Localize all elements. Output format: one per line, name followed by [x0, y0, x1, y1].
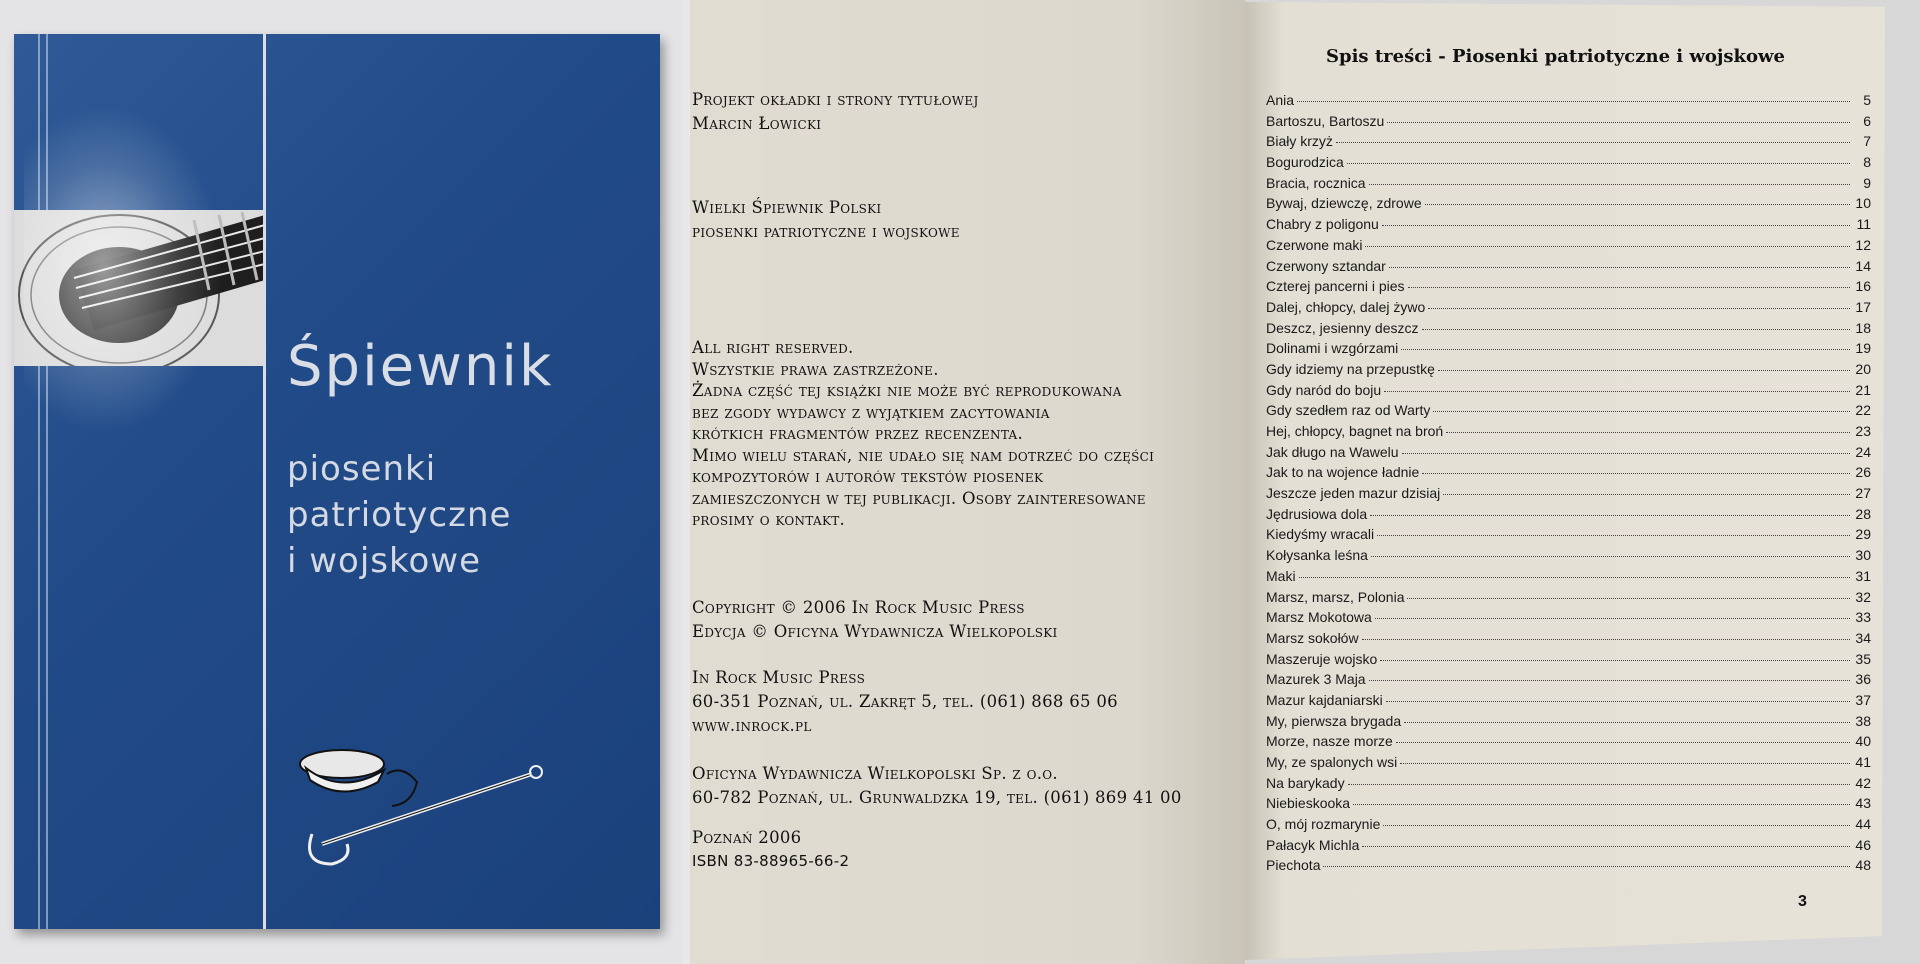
dot-leader — [1375, 618, 1850, 619]
toc-entry-page: 12 — [1855, 236, 1871, 253]
toc-entry-page: 28 — [1855, 505, 1871, 522]
toc-entry-title: Bracia, rocznica — [1266, 174, 1366, 191]
dot-leader — [1353, 804, 1850, 805]
cover-photo — [0, 0, 682, 964]
toc-entry — [1266, 216, 1871, 237]
colophon-page — [690, 0, 1245, 964]
dot-leader — [1407, 598, 1850, 599]
toc-entry-page: 21 — [1855, 381, 1871, 398]
toc-entry-title: Mazur kajdaniarski — [1266, 691, 1383, 708]
toc-entry-title: Ania — [1266, 92, 1295, 108]
isbn — [692, 849, 849, 873]
toc-entry — [1266, 175, 1871, 196]
toc-entry — [1266, 754, 1871, 775]
toc-entry-title: Gdy naród do boju — [1266, 381, 1382, 398]
toc-entry-title: Czterej pancerni i pies — [1266, 278, 1405, 295]
toc-entry-title: Marsz, marsz, Polonia — [1266, 588, 1405, 605]
toc-entry-page: 6 — [1863, 112, 1871, 129]
text-line: www.inrock.pl — [692, 716, 812, 735]
text-line: ISBN 83-88965-66-2 — [692, 852, 850, 870]
toc-entry-title: Na barykady — [1266, 774, 1345, 791]
toc-entry — [1266, 651, 1871, 672]
toc-entry-title: Pałacyk Michla — [1266, 836, 1360, 853]
dot-leader — [1389, 267, 1850, 268]
text-line: Mimo wielu starań, nie udało się nam dotrzeć do części — [692, 445, 1155, 465]
copyright — [692, 596, 1058, 644]
spine-line — [46, 34, 48, 929]
dot-leader — [1386, 701, 1850, 702]
toc-entry-title: Niebieskooka — [1266, 795, 1351, 812]
dot-leader — [1369, 680, 1850, 681]
dot-leader — [1370, 515, 1850, 516]
toc-entry — [1266, 464, 1871, 485]
toc-entry-page: 23 — [1855, 423, 1871, 439]
toc-entry-title: Biały krzyż — [1266, 133, 1333, 150]
toc-entry-page: 30 — [1855, 547, 1871, 564]
spine-line — [38, 34, 40, 929]
toc-entry-page: 33 — [1855, 609, 1871, 626]
toc-entry — [1266, 568, 1871, 589]
toc-entry-page: 19 — [1855, 340, 1871, 357]
toc-entry-page: 44 — [1855, 816, 1871, 833]
toc-entry — [1266, 361, 1871, 382]
dot-leader — [1404, 722, 1850, 723]
toc-entry — [1266, 713, 1871, 734]
text-line: Edycja © Oficyna Wydawnicza Wielkopolski — [692, 622, 1058, 641]
toc-entry — [1266, 444, 1871, 465]
text-line: Poznań 2006 — [692, 828, 802, 847]
dot-leader — [1402, 453, 1850, 454]
toc-entry-title: Piechota — [1266, 857, 1321, 874]
toc-entry — [1266, 113, 1871, 134]
text-line: bez zgody wydawcy z wyjątkiem zacytowania — [692, 402, 1050, 422]
toc-entry-page: 9 — [1863, 174, 1871, 191]
dot-leader — [1387, 122, 1850, 123]
toc-entry-page: 43 — [1855, 795, 1871, 812]
toc-entry-page: 17 — [1855, 298, 1871, 315]
toc-entry-page: 42 — [1855, 774, 1871, 791]
toc-entry — [1266, 195, 1871, 216]
toc-entry — [1266, 630, 1871, 651]
toc-entry-title: Jak długo na Wawelu — [1266, 443, 1399, 460]
toc-entry-title: Czerwony sztandar — [1266, 257, 1386, 274]
toc-entry — [1266, 133, 1871, 154]
dot-leader — [1396, 742, 1850, 743]
soldier-cap-illustration — [292, 734, 562, 884]
series-title — [692, 196, 960, 244]
text-line: prosimy o kontakt. — [692, 510, 846, 529]
dot-leader — [1365, 246, 1850, 247]
toc-entry-page: 20 — [1855, 360, 1871, 377]
text-line: 60-351 Poznań, ul. Zakręt 5, tel. (061) 868 65 06 — [692, 692, 1118, 711]
toc-entry-title: Dalej, chłopcy, dalej żywo — [1266, 298, 1426, 315]
toc-entry-title: Bogurodzica — [1266, 154, 1344, 171]
text-line: Wszystkie prawa zastrzeżone. — [692, 359, 939, 379]
dot-leader — [1425, 204, 1850, 205]
guitar-band — [14, 210, 265, 366]
toc-entry — [1266, 278, 1871, 299]
dot-leader — [1382, 225, 1850, 226]
toc-entry-page: 37 — [1855, 691, 1871, 708]
toc-entry-page: 22 — [1855, 402, 1871, 419]
toc-entry-page: 48 — [1855, 857, 1871, 874]
toc-entry-title: Marsz Mokotowa — [1266, 609, 1372, 626]
toc-entry — [1266, 816, 1871, 837]
dot-leader — [1347, 163, 1850, 164]
dot-leader — [1443, 494, 1850, 495]
dot-leader — [1433, 411, 1850, 412]
place-year — [692, 826, 801, 850]
publisher-2 — [692, 762, 1182, 810]
toc-entry-page: 36 — [1855, 671, 1871, 688]
toc-entry-title: My, pierwsza brygada — [1266, 712, 1402, 729]
toc-entry-page: 29 — [1855, 526, 1871, 543]
toc-entry-title: Morze, nasze morze — [1266, 733, 1393, 750]
toc-entry-page: 10 — [1855, 195, 1871, 212]
toc-entry — [1266, 154, 1871, 175]
text-line: In Rock Music Press — [692, 668, 866, 687]
dot-leader — [1400, 763, 1850, 764]
toc-entry-title: Dolinami i wzgórzami — [1266, 340, 1399, 357]
toc-entry-page: 46 — [1855, 836, 1871, 853]
toc-entry-title: Maki — [1266, 567, 1296, 584]
toc-entry-title: Jędrusiowa dola — [1266, 505, 1368, 522]
toc-entry — [1266, 485, 1871, 506]
toc-entry-title: Bartoszu, Bartoszu — [1266, 112, 1385, 129]
text-line: Projekt okładki i strony tytułowej — [692, 90, 979, 109]
toc-entry-page: 26 — [1855, 464, 1871, 481]
dot-leader — [1422, 473, 1850, 474]
toc-entry-page: 34 — [1855, 629, 1871, 646]
toc-entry — [1266, 692, 1871, 713]
text-line: Żadna część tej książki nie może być reprodukowana — [692, 381, 1122, 400]
toc-entry-page: 5 — [1863, 92, 1871, 108]
toc-entry-title: Marsz sokołów — [1266, 629, 1359, 646]
toc-entry-title: Kiedyśmy wracali — [1266, 526, 1375, 543]
page-number: 3 — [1798, 893, 1807, 910]
toc-entry-page: 27 — [1855, 485, 1871, 502]
toc-entry-title: Mazurek 3 Maja — [1266, 671, 1366, 688]
text-line: Oficyna Wydawnicza Wielkopolski Sp. z o.o. — [692, 764, 1058, 783]
toc-entry — [1266, 775, 1871, 796]
dot-leader — [1383, 825, 1850, 826]
toc-entry-title: Deszcz, jesienny deszcz — [1266, 319, 1419, 336]
toc-entry-title: Chabry z poligonu — [1266, 216, 1379, 233]
toc-entry-page: 16 — [1855, 278, 1871, 295]
toc-entry-title: O, mój rozmarynie — [1266, 816, 1381, 833]
toc-entry — [1266, 857, 1871, 878]
toc-entry-title: Kołysanka leśna — [1266, 547, 1368, 564]
toc-entry-title: Czerwone maki — [1266, 236, 1363, 253]
toc-entry-page: 7 — [1863, 133, 1871, 150]
toc-entry — [1266, 609, 1871, 630]
cover-subtitle — [287, 446, 647, 584]
toc-entry — [1266, 320, 1871, 341]
cover-title: Śpiewnik — [287, 334, 554, 399]
toc-entry-title: My, ze spalonych wsi — [1266, 754, 1398, 770]
toc-entry — [1266, 382, 1871, 403]
toc-entry-title: Gdy idziemy na przepustkę — [1266, 360, 1435, 377]
toc-entry-title: Maszeruje wojsko — [1266, 650, 1378, 667]
toc-entry-title: Jeszcze jeden mazur dzisiaj — [1266, 485, 1441, 502]
toc-entry — [1266, 423, 1871, 444]
dot-leader — [1362, 639, 1850, 640]
toc-entry-page: 8 — [1863, 154, 1871, 171]
dot-leader — [1384, 391, 1850, 392]
toc-entry — [1266, 795, 1871, 816]
toc-entry — [1266, 402, 1871, 423]
dot-leader — [1348, 784, 1850, 785]
toc-entry — [1266, 92, 1871, 113]
toc-entry-page: 40 — [1855, 733, 1871, 750]
text-line: piosenki patriotyczne i wojskowe — [692, 222, 960, 241]
dot-leader — [1408, 287, 1850, 288]
toc-entry-page: 41 — [1855, 754, 1871, 770]
rights-notice — [692, 337, 1154, 531]
toc-entry-title: Hej, chłopcy, bagnet na broń — [1266, 423, 1444, 439]
text-line: All right reserved. — [692, 338, 854, 357]
text-line: zamieszczonych w tej publikacji. Osoby zainteresowane — [692, 488, 1146, 508]
dot-leader — [1438, 370, 1850, 371]
dot-leader — [1371, 556, 1850, 557]
toc-list — [1266, 92, 1871, 878]
cover-subtitle-line: patriotyczne — [287, 495, 512, 535]
text-line: Marcin Łowicki — [692, 114, 822, 133]
toc-entry-page: 18 — [1855, 319, 1871, 336]
toc-entry-page: 38 — [1855, 712, 1871, 729]
toc-heading: Spis treści - Piosenki patriotyczne i wojskowe — [1326, 46, 1785, 67]
open-book-photo — [690, 0, 1920, 964]
dot-leader — [1323, 866, 1850, 867]
dot-leader — [1422, 329, 1850, 330]
toc-entry — [1266, 837, 1871, 858]
toc-entry — [1266, 733, 1871, 754]
toc-entry-page: 32 — [1855, 588, 1871, 605]
toc-entry — [1266, 299, 1871, 320]
dot-leader — [1362, 846, 1850, 847]
design-credit — [692, 88, 979, 136]
toc-entry-title: Jak to na wojence ładnie — [1266, 464, 1420, 481]
toc-entry — [1266, 589, 1871, 610]
toc-entry-page: 24 — [1855, 443, 1871, 460]
toc-entry — [1266, 237, 1871, 258]
guitar-illustration — [14, 210, 265, 366]
text-line: kompozytorów i autorów tekstów piosenek — [692, 467, 1044, 486]
dot-leader — [1446, 432, 1850, 433]
dot-leader — [1369, 184, 1850, 185]
dot-leader — [1401, 349, 1850, 350]
toc-entry — [1266, 526, 1871, 547]
cover-divider — [263, 34, 266, 929]
toc-entry-page: 35 — [1855, 650, 1871, 667]
dot-leader — [1336, 142, 1850, 143]
book-cover — [14, 34, 660, 929]
toc-entry-page: 31 — [1855, 567, 1871, 584]
text-line: krótkich fragmentów przez recenzenta. — [692, 424, 1024, 443]
cover-subtitle-line: piosenki — [287, 449, 437, 489]
dot-leader — [1377, 535, 1850, 536]
dot-leader — [1428, 308, 1850, 309]
dot-leader — [1299, 577, 1850, 578]
toc-entry — [1266, 547, 1871, 568]
text-line: Copyright © 2006 In Rock Music Press — [692, 598, 1025, 617]
toc-entry — [1266, 340, 1871, 361]
text-line: 60-782 Poznań, ul. Grunwaldzka 19, tel. (061) 869 41 00 — [692, 788, 1182, 807]
publisher-1 — [692, 666, 1118, 738]
toc-entry — [1266, 671, 1871, 692]
cover-subtitle-line: i wojskowe — [287, 541, 482, 581]
toc-entry-page: 14 — [1855, 257, 1871, 274]
dot-leader — [1380, 660, 1850, 661]
dot-leader — [1297, 101, 1850, 102]
toc-entry — [1266, 506, 1871, 527]
toc-entry — [1266, 258, 1871, 279]
toc-entry-title: Gdy szedłem raz od Warty — [1266, 402, 1431, 419]
toc-entry-page: 11 — [1856, 216, 1871, 233]
toc-entry-title: Bywaj, dziewczę, zdrowe — [1266, 195, 1422, 212]
text-line: Wielki Śpiewnik Polski — [692, 198, 882, 217]
